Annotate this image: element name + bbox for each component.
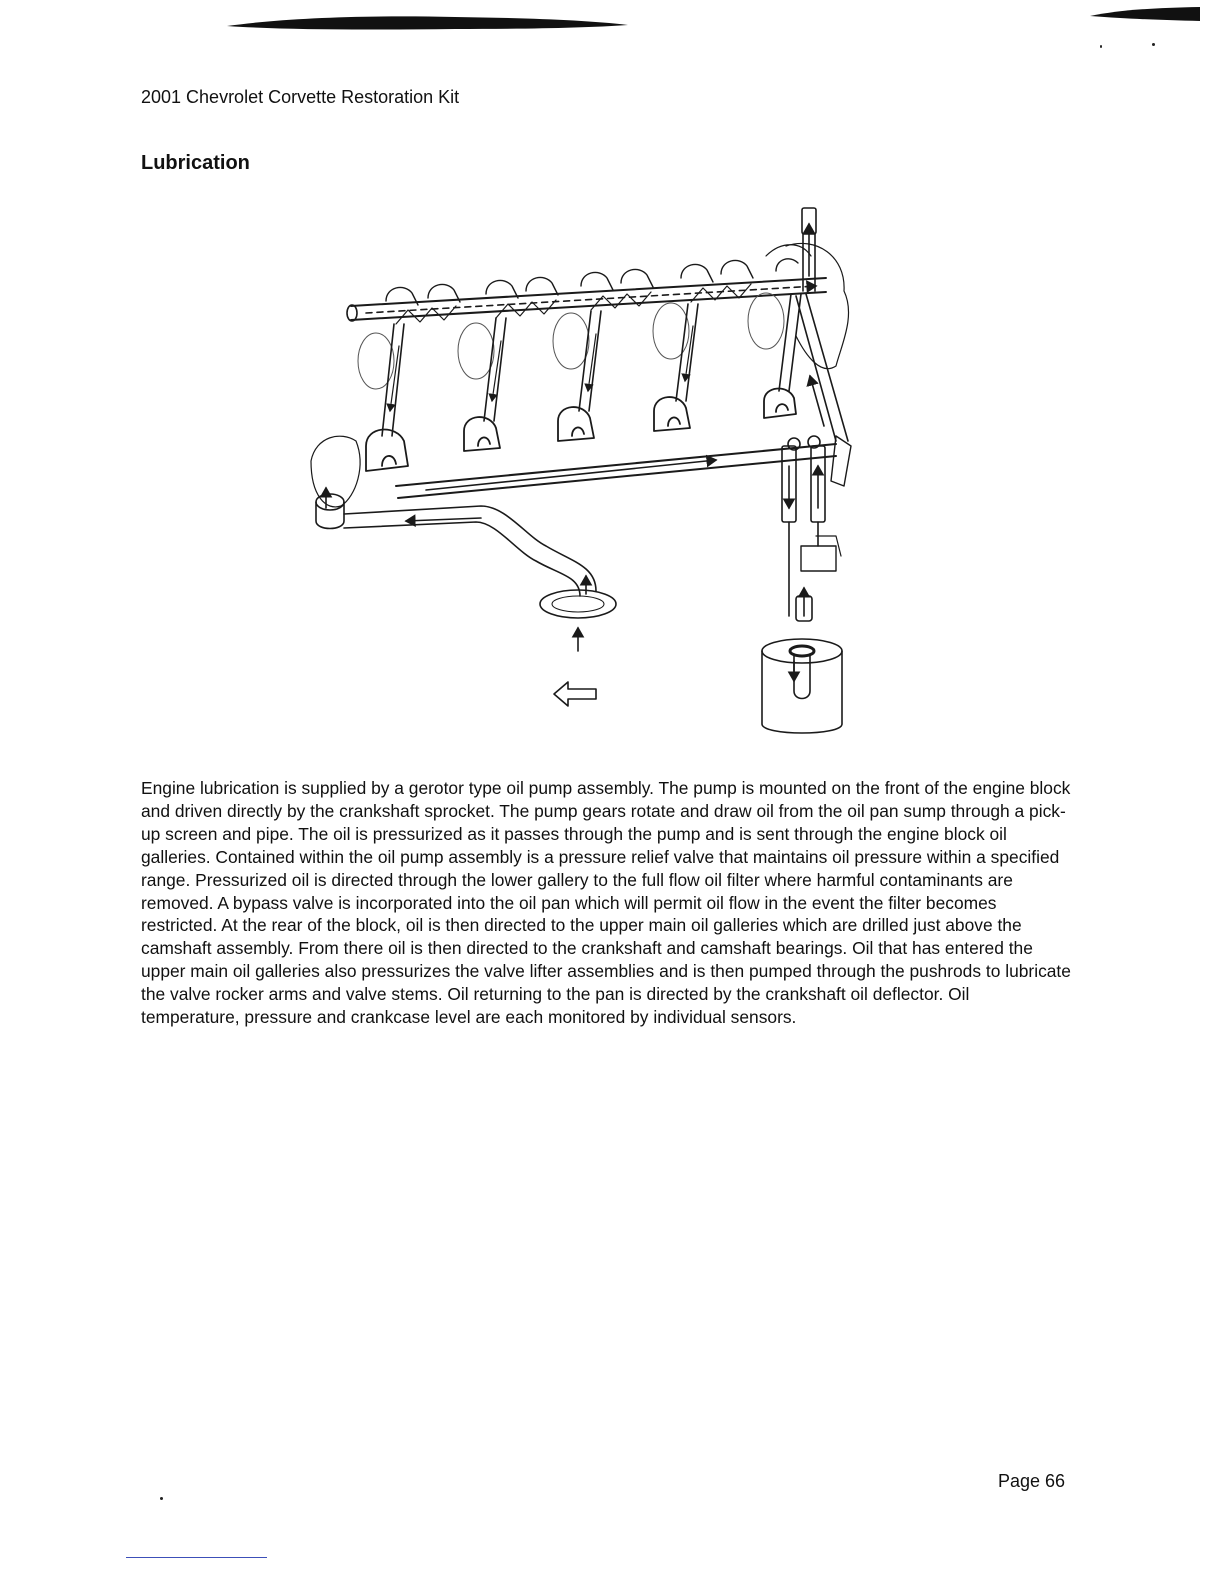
- scan-speck: [1100, 45, 1102, 48]
- engine-oil-flow-diagram: [296, 196, 886, 746]
- scan-speck: [160, 1497, 163, 1500]
- document-header: 2001 Chevrolet Corvette Restoration Kit: [141, 87, 460, 107]
- scan-mark: [1090, 4, 1200, 24]
- scan-mark: [225, 14, 630, 32]
- section-title: Lubrication: [141, 152, 250, 174]
- footnote-rule: [126, 1557, 267, 1558]
- scan-speck: [1152, 43, 1155, 46]
- lubrication-description: Engine lubrication is supplied by a gerotor type oil pump assembly. The pump is mounted on the front of the engine block and driven directly by the crankshaft sprocket. The pump gears rotate and draw oil from the oil pan sump through a pick-up screen and pipe. The oil is pressurized as it passes through the pump and is sent through the engine block oil galleries. Contained within the oil pump assembly is a pressure relief valve that maintains oil pressure within a specified range. Pressurized oil is directed through the lower gallery to the full flow oil filter where harmful contaminants are removed. A bypass valve is incorporated into the oil pan which will permit oil flow in the event the filter becomes restricted. At the rear of the block, oil is then directed to the upper main oil galleries which are drilled just above the camshaft assembly. From there oil is then directed to the crankshaft and camshaft bearings. Oil that has entered the upper main oil galleries also pressurizes the valve lifter assemblies and is then pumped through the pushrods to lubricate the valve rocker arms and valve stems. Oil returning to the pan is directed by the crankshaft oil deflector. Oil temperature, pressure and crankcase level are each monitored by individual sensors.: [141, 778, 1071, 1028]
- page-number: Page 66: [998, 1471, 1066, 1491]
